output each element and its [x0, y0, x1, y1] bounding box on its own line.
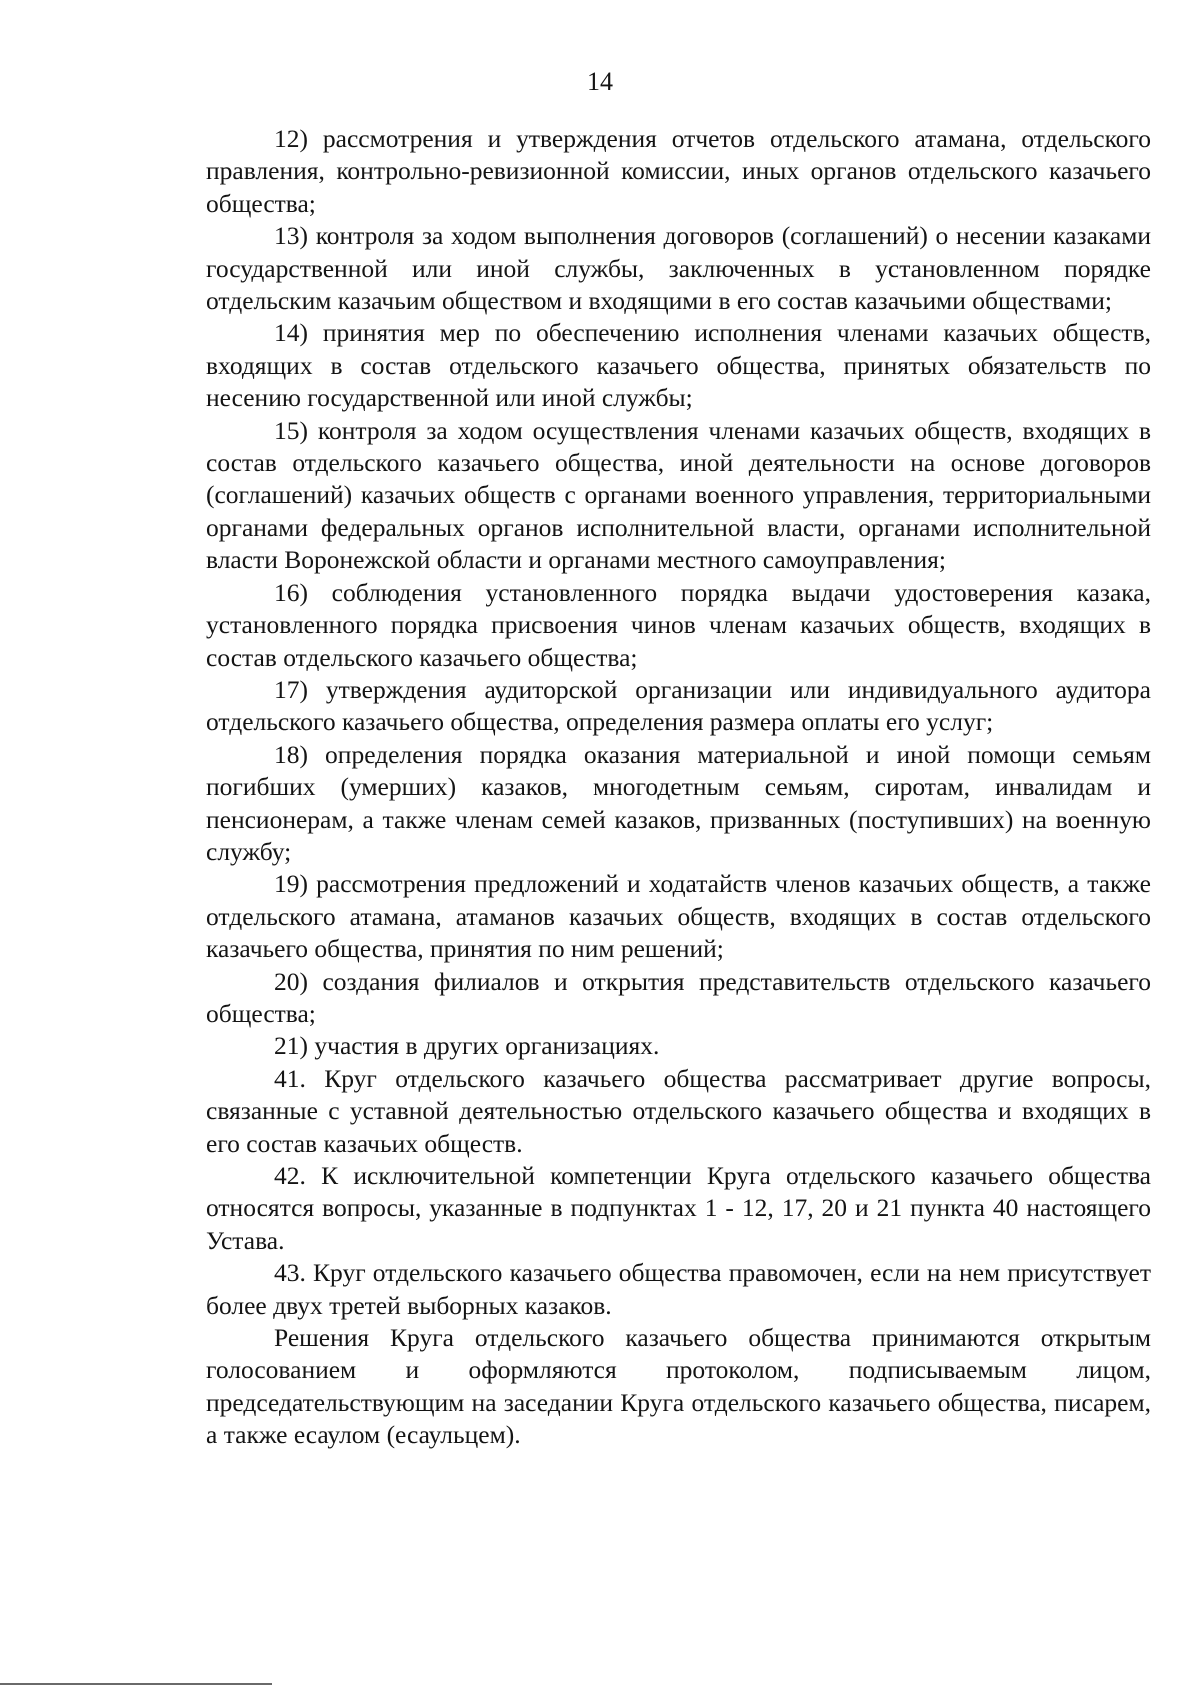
paragraph-item-16: 16) соблюдения установленного порядка выдачи удостоверения казака, установленного порядка присвоения чинов членам казачьих обществ, входящих в состав отдельского казачьего общества; [206, 577, 1151, 672]
paragraph-item-17: 17) утверждения аудиторской организации или индивидуального аудитора отдельского казачьего общества, определения размера оплаты его услуг; [206, 674, 1151, 737]
paragraph-clause-42: 42. К исключительной компетенции Круга отдельского казачьего общества относятся вопросы, указанные в подпунктах 1 - 12, 17, 20 и 21 пункта 40 настоящего Устава. [206, 1161, 1151, 1255]
paragraph-clause-41: 41. Круг отдельского казачьего общества рассматривает другие вопросы, связанные с уставной деятельностью отдельского казачьего общества и входящих в его состав казачьих обществ. [206, 1063, 1151, 1158]
paragraph-item-19: 19) рассмотрения предложений и ходатайств членов казачьих обществ, а также отдельского атамана, атаманов казачьих обществ, входящих в состав отдельского казачьего общества, принятия по ним решений; [206, 869, 1151, 964]
paragraph-item-18: 18) определения порядка оказания материальной и иной помощи семьям погибших (умерших) казаков, многодетным семьям, сиротам, инвалидам и пенсионерам, а также членам семей казаков, призванных (поступивших) на военную службу; [206, 739, 1151, 866]
paragraph-item-13: 13) контроля за ходом выполнения договоров (соглашений) о несении казаками государственной или иной службы, заключенных в установленном порядке отдельским казачьим обществом и входящими в его состав казачьими обществами; [206, 221, 1151, 316]
paragraph-item-14: 14) принятия мер по обеспечению исполнения членами казачьих обществ, входящих в состав отдельского казачьего общества, принятых обязательств по несению государственной или иной службы; [206, 318, 1151, 413]
page-number: 14 [587, 67, 613, 96]
paragraph-item-20: 20) создания филиалов и открытия представительств отдельского казачьего общества; [206, 966, 1151, 1028]
document-body [206, 123, 1151, 1452]
paragraph-clause-43: 43. Круг отдельского казачьего общества правомочен, если на нем присутствует более двух третей выборных казаков. [206, 1258, 1151, 1320]
paragraph-decisions: Решения Круга отдельского казачьего общества принимаются открытым голосованием и оформляются протоколом, подписываемым лицом, председательствующим на заседании Круга отдельского казачьего общества, писарем, а также есаулом (есаульцем). [206, 1323, 1151, 1450]
paragraph-item-21: 21) участия в других организациях. [274, 1031, 660, 1061]
bottom-divider-line [0, 1683, 272, 1685]
paragraph-item-12: 12) рассмотрения и утверждения отчетов отдельского атамана, отдельского правления, контрольно-ревизионной комиссии, иных органов отдельского казачьего общества; [206, 124, 1151, 218]
paragraph-item-15: 15) контроля за ходом осуществления членами казачьих обществ, входящих в состав отдельского казачьего общества, иной деятельности на основе договоров (соглашений) казачьих обществ с органами военного управления, территориальными органами федеральных органов исполнительной власти, органами исполнительной власти Воронежской области и органами местного самоуправления; [206, 415, 1151, 575]
